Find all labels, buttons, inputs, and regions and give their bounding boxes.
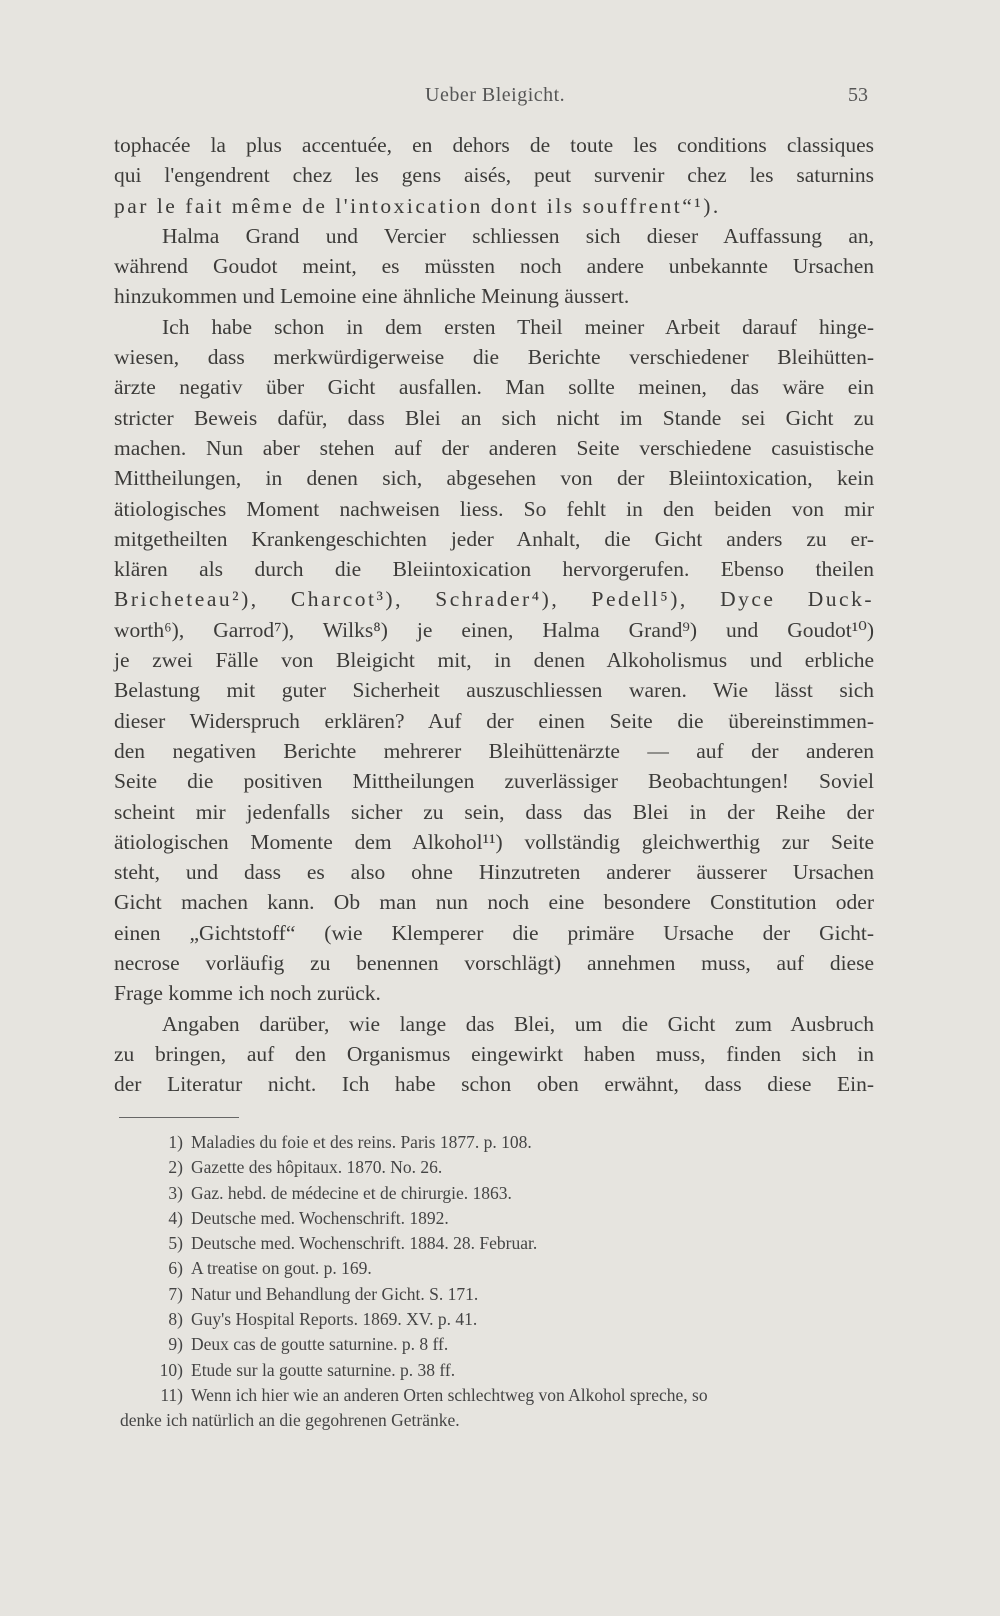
running-title: Ueber Bleigicht. — [425, 84, 566, 106]
footnote — [114, 1282, 874, 1307]
footnote-text: Deutsche med. Wochenschrift. 1884. 28. Februar. — [191, 1233, 538, 1254]
text-line: klären als durch die Bleiintoxication hervorgerufen. Ebenso theilen — [114, 557, 874, 582]
text-line: steht, und dass es also ohne Hinzutreten anderer äusserer Ursachen — [114, 860, 874, 885]
text-line: necrose vorläufig zu benennen vorschlägt) annehmen muss, auf diese — [114, 951, 874, 976]
footnote-text: Gaz. hebd. de médecine et de chirurgie. 1863. — [191, 1182, 512, 1203]
footnote-text: Deutsche med. Wochenschrift. 1892. — [191, 1207, 449, 1228]
text-line: ätiologischen Momente dem Alkohol¹¹) vollständig gleichwerthig zur Seite — [114, 829, 874, 854]
footnote-text: Guy's Hospital Reports. 1869. XV. p. 41. — [191, 1309, 478, 1330]
footnote-text: denke ich natürlich an die gegohrenen Getränke. — [120, 1410, 460, 1431]
footnote-text: Maladies du foie et des reins. Paris 1877. p. 108. — [191, 1132, 532, 1152]
text-line: mitgetheilten Krankengeschichten jeder Anhalt, die Gicht anders zu er- — [114, 526, 874, 551]
footnote — [114, 1383, 874, 1408]
text-line: tophacée la plus accentuée, en dehors de toute les conditions classiques — [114, 133, 874, 157]
text-line: Mittheilungen, in denen sich, abgesehen von der Bleiintoxication, kein — [114, 466, 874, 491]
text-line: par le fait même de l'intoxication dont ils souffrent“¹). — [114, 193, 721, 218]
footnote-number: 11) — [160, 1384, 183, 1405]
footnote-text: Deux cas de goutte saturnine. p. 8 ff. — [191, 1334, 449, 1355]
footnote-number: 3) — [168, 1182, 183, 1203]
text-line: scheint mir jedenfalls sicher zu sein, dass das Blei in der Reihe der — [114, 799, 874, 824]
text-line: Seite die positiven Mittheilungen zuverlässiger Beobachtungen! Soviel — [114, 769, 874, 794]
text-line: wiesen, dass merkwürdigerweise die Berichte verschiedener Bleihütten- — [114, 345, 874, 370]
footnote-number: 5) — [168, 1233, 183, 1254]
text-line: den negativen Berichte mehrerer Bleihüttenärzte — auf der anderen — [114, 738, 874, 763]
text-line: Gicht machen kann. Ob man nun noch eine besondere Constitution oder — [114, 890, 874, 915]
footnote — [114, 1181, 874, 1206]
text-line: zu bringen, auf den Organismus eingewirkt haben muss, finden sich in — [114, 1041, 874, 1066]
text-line: einen „Gichtstoff“ (wie Klemperer die primäre Ursache der Gicht- — [114, 920, 874, 945]
footnote-number: 8) — [168, 1309, 183, 1330]
footnote-text: Natur und Behandlung der Gicht. S. 171. — [191, 1283, 479, 1304]
footnote-number: 1) — [168, 1132, 183, 1152]
text-line: machen. Nun aber stehen auf der anderen Seite verschiedene casuistische — [114, 435, 874, 460]
text-line: Ich habe schon in dem ersten Theil meiner Arbeit darauf hinge- — [162, 314, 874, 339]
footnote — [114, 1256, 874, 1281]
footnote-text: Gazette des hôpitaux. 1870. No. 26. — [191, 1157, 443, 1178]
text-line: ärzte negativ über Gicht ausfallen. Man sollte meinen, das wäre ein — [114, 375, 874, 400]
text-line: Bricheteau²), Charcot³), Schrader⁴), Pedell⁵), Dyce Duck- — [114, 587, 874, 612]
text-line: stricter Beweis dafür, dass Blei an sich nicht im Stande sei Gicht zu — [114, 405, 874, 430]
footnote — [114, 1358, 874, 1383]
text-line: hinzukommen und Lemoine eine ähnliche Meinung äussert. — [114, 284, 630, 309]
footnote-number: 9) — [168, 1334, 183, 1355]
footnote-text: Etude sur la goutte saturnine. p. 38 ff. — [191, 1359, 456, 1380]
text-line: ätiologisches Moment nachweisen liess. So fehlt in den beiden von mir — [114, 496, 874, 521]
footnote — [114, 1155, 874, 1180]
text-line: der Literatur nicht. Ich habe schon oben erwähnt, dass diese Ein- — [114, 1072, 874, 1097]
footnote-number: 6) — [168, 1258, 183, 1279]
text-line: je zwei Fälle von Bleigicht mit, in denen Alkoholismus und erbliche — [114, 648, 874, 673]
footnote-number: 2) — [168, 1157, 183, 1178]
text-line: Angaben darüber, wie lange das Blei, um die Gicht zum Ausbruch — [162, 1011, 874, 1036]
footnote — [114, 1130, 874, 1155]
footnote-rule — [119, 1117, 239, 1118]
footnote-text: A treatise on gout. p. 169. — [191, 1258, 372, 1279]
running-header — [0, 84, 1000, 114]
text-line: während Goudot meint, es müssten noch andere unbekannte Ursachen — [114, 254, 874, 279]
footnote-number: 4) — [168, 1207, 183, 1228]
text-line: Belastung mit guter Sicherheit auszuschliessen waren. Wie lässt sich — [114, 678, 874, 703]
page-number: 53 — [848, 84, 868, 106]
footnote-number: 10) — [159, 1359, 183, 1380]
footnotes — [114, 1130, 874, 1434]
footnote — [114, 1206, 874, 1231]
text-line: qui l'engendrent chez les gens aisés, peut survenir chez les saturnins — [114, 163, 874, 188]
footnote — [114, 1231, 874, 1256]
text-line: worth⁶), Garrod⁷), Wilks⁸) je einen, Halma Grand⁹) und Goudot¹⁰) — [114, 617, 874, 642]
text-line: Frage komme ich noch zurück. — [114, 981, 381, 1006]
footnote — [114, 1332, 874, 1357]
footnote-number: 7) — [168, 1283, 183, 1304]
footnote — [114, 1307, 874, 1332]
footnote-continuation — [114, 1408, 874, 1433]
text-line: Halma Grand und Vercier schliessen sich dieser Auffassung an, — [162, 223, 874, 248]
footnote-text: Wenn ich hier wie an anderen Orten schlechtweg von Alkohol spreche, so — [191, 1384, 708, 1405]
text-line: dieser Widerspruch erklären? Auf der einen Seite die übereinstimmen- — [114, 708, 874, 733]
body-text — [114, 130, 874, 1100]
